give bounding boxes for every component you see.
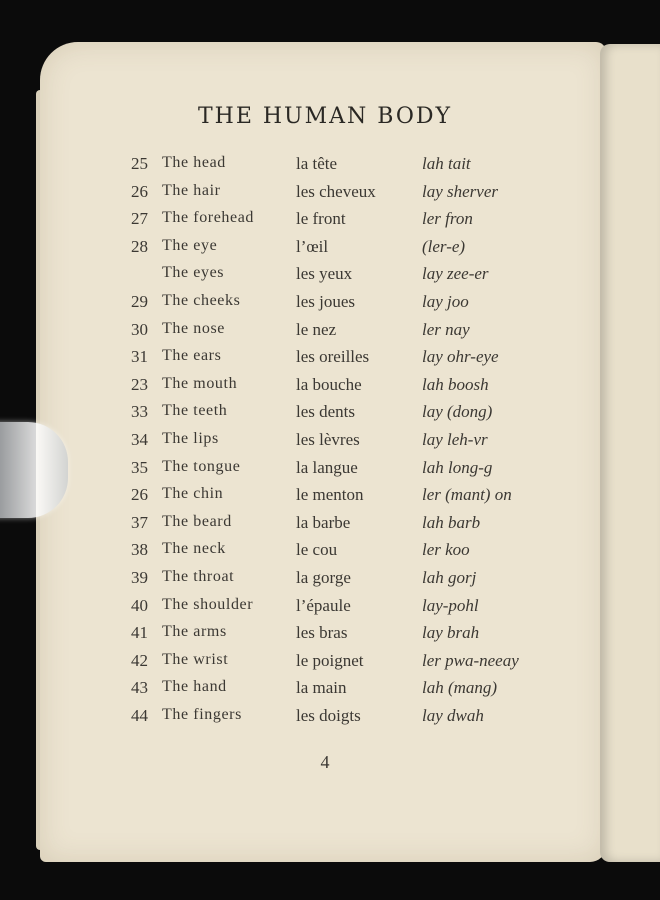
- vocabulary-row: [0, 178, 660, 206]
- french-term: l’épaule: [296, 595, 351, 615]
- english-term: The chin: [162, 485, 224, 503]
- english-term: The hair: [162, 181, 221, 199]
- vocabulary-row: [0, 454, 660, 482]
- french-term: la barbe: [296, 512, 351, 532]
- page-title: THE HUMAN BODY: [197, 104, 453, 129]
- vocabulary-row: [0, 316, 660, 344]
- french-term: la langue: [296, 457, 358, 477]
- french-term: l’œil: [296, 236, 329, 256]
- entry-number: 40: [131, 595, 148, 615]
- entry-number: 29: [131, 291, 148, 311]
- entry-number: 43: [131, 678, 148, 698]
- pronunciation: ler nay: [422, 319, 470, 339]
- french-term: les bras: [296, 623, 348, 643]
- vocabulary-list: [0, 150, 660, 729]
- vocabulary-row: [0, 205, 660, 233]
- vocabulary-row: [0, 288, 660, 316]
- english-term: The mouth: [162, 374, 238, 392]
- entry-number: 42: [131, 650, 148, 670]
- english-term: The arms: [162, 623, 227, 641]
- entry-number: 35: [131, 457, 148, 477]
- french-term: les lèvres: [296, 429, 360, 449]
- french-term: les cheveux: [296, 181, 376, 201]
- vocabulary-row: [0, 564, 660, 592]
- vocabulary-row: [0, 398, 660, 426]
- entry-number: 27: [131, 209, 148, 229]
- pronunciation: (ler-e): [422, 236, 466, 256]
- vocabulary-row: [0, 260, 660, 288]
- french-term: les dents: [296, 402, 356, 422]
- pronunciation: lay-pohl: [422, 595, 479, 615]
- english-term: The ears: [162, 347, 222, 365]
- entry-number: 26: [131, 181, 148, 201]
- english-term: The beard: [162, 512, 232, 530]
- entry-number: 34: [131, 429, 148, 449]
- english-term: The head: [162, 154, 226, 171]
- pronunciation: lah long-g: [422, 457, 493, 477]
- vocabulary-row: [0, 371, 660, 399]
- pronunciation: lay brah: [422, 623, 480, 643]
- english-term: The hand: [162, 678, 227, 696]
- pronunciation: lah barb: [422, 512, 481, 532]
- pronunciation: ler (mant) on: [422, 485, 512, 505]
- entry-number: 31: [131, 347, 148, 367]
- pronunciation: ler koo: [422, 540, 470, 560]
- entry-number: 26: [131, 485, 148, 505]
- french-term: la gorge: [296, 567, 351, 587]
- vocabulary-row: [0, 536, 660, 564]
- pronunciation: lay (dong): [422, 402, 493, 422]
- french-term: la tête: [296, 154, 338, 173]
- vocabulary-row: [0, 674, 660, 702]
- french-term: le poignet: [296, 650, 364, 670]
- vocabulary-row: [0, 343, 660, 371]
- english-term: The eyes: [162, 264, 225, 282]
- pronunciation: lah tait: [422, 154, 471, 173]
- english-term: The tongue: [162, 457, 241, 475]
- entry-number: 39: [131, 567, 148, 587]
- french-term: les joues: [296, 291, 356, 311]
- french-term: la bouche: [296, 374, 362, 394]
- english-term: The nose: [162, 319, 226, 337]
- english-term: The eye: [162, 236, 218, 254]
- vocabulary-row: [0, 702, 660, 730]
- english-term: The wrist: [162, 650, 229, 668]
- entry-number: 23: [131, 374, 148, 394]
- pronunciation: lah boosh: [422, 374, 489, 394]
- pronunciation: lay zee-er: [422, 264, 489, 284]
- pronunciation: ler fron: [422, 209, 473, 229]
- vocabulary-row: [0, 150, 660, 178]
- french-term: les oreilles: [296, 347, 370, 367]
- entry-number: 28: [131, 236, 148, 256]
- pronunciation: lay ohr-eye: [422, 347, 499, 367]
- english-term: The throat: [162, 567, 235, 585]
- english-term: The fingers: [162, 705, 242, 723]
- english-term: The lips: [162, 429, 219, 447]
- french-term: le front: [296, 209, 346, 229]
- english-term: The teeth: [162, 402, 228, 420]
- vocabulary-row: [0, 481, 660, 509]
- french-term: les yeux: [296, 264, 353, 284]
- vocabulary-row: [0, 619, 660, 647]
- pronunciation: lah (mang): [422, 678, 498, 698]
- page-number: 4: [320, 752, 330, 772]
- english-term: The shoulder: [162, 595, 254, 613]
- english-term: The cheeks: [162, 291, 241, 309]
- english-term: The forehead: [162, 209, 255, 227]
- french-term: le nez: [296, 319, 337, 339]
- entry-number: 33: [131, 402, 148, 422]
- french-term: le cou: [296, 540, 338, 560]
- entry-number: 25: [131, 154, 148, 173]
- vocabulary-row: [0, 509, 660, 537]
- french-term: la main: [296, 678, 347, 698]
- pronunciation: ler pwa-neeay: [422, 650, 519, 670]
- vocabulary-row: [0, 233, 660, 261]
- french-term: le menton: [296, 485, 364, 505]
- pronunciation: lay dwah: [422, 705, 484, 725]
- entry-number: 41: [131, 623, 148, 643]
- entry-number: 37: [131, 512, 148, 532]
- vocabulary-row: [0, 592, 660, 620]
- pronunciation: lay joo: [422, 291, 469, 311]
- french-term: les doigts: [296, 705, 361, 725]
- entry-number: 44: [131, 705, 148, 725]
- pronunciation: lay sherver: [422, 181, 499, 201]
- english-term: The neck: [162, 540, 226, 558]
- entry-number: 38: [131, 540, 148, 560]
- entry-number: 30: [131, 319, 148, 339]
- pronunciation: lah gorj: [422, 567, 477, 587]
- vocabulary-row: [0, 426, 660, 454]
- pronunciation: lay leh-vr: [422, 429, 488, 449]
- vocabulary-row: [0, 647, 660, 675]
